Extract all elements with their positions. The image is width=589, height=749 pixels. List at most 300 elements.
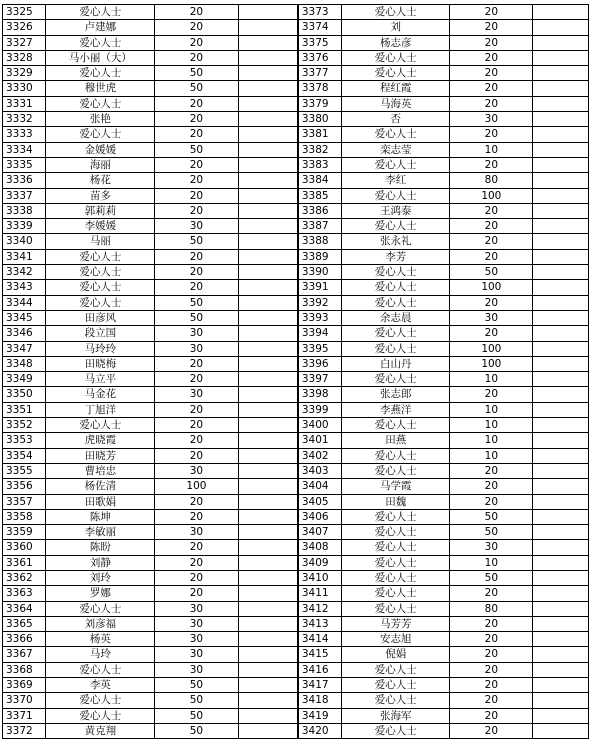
right-name-cell: 爱心人士	[342, 463, 450, 478]
right-amount-cell: 30	[450, 112, 533, 127]
right-serial-cell: 3386	[298, 203, 341, 218]
right-name-cell: 栾志莹	[342, 142, 450, 157]
right-name-cell: 安志旭	[342, 632, 450, 647]
right-note-cell	[533, 708, 589, 723]
right-amount-cell: 20	[450, 20, 533, 35]
table-row	[3, 525, 589, 540]
left-serial-cell: 3327	[3, 35, 46, 50]
left-amount-cell: 20	[155, 509, 238, 524]
left-serial-cell: 3344	[3, 295, 46, 310]
left-note-cell	[238, 433, 297, 448]
left-note-cell	[238, 540, 297, 555]
left-note-cell	[238, 601, 297, 616]
right-name-cell: 爱心人士	[342, 555, 450, 570]
left-amount-cell: 20	[155, 433, 238, 448]
right-serial-cell: 3409	[298, 555, 341, 570]
left-note-cell	[238, 35, 297, 50]
right-serial-cell: 3388	[298, 234, 341, 249]
left-note-cell	[238, 387, 297, 402]
right-name-cell: 爱心人士	[342, 265, 450, 280]
left-name-cell: 爱心人士	[46, 96, 155, 111]
left-note-cell	[238, 81, 297, 96]
table-row	[3, 433, 589, 448]
right-note-cell	[533, 586, 589, 601]
left-note-cell	[238, 20, 297, 35]
left-amount-cell: 20	[155, 540, 238, 555]
right-name-cell: 王鸿泰	[342, 203, 450, 218]
left-serial-cell: 3353	[3, 433, 46, 448]
left-name-cell: 李英	[46, 678, 155, 693]
left-name-cell: 爱心人士	[46, 418, 155, 433]
right-serial-cell: 3379	[298, 96, 341, 111]
table-row	[3, 127, 589, 142]
left-serial-cell: 3356	[3, 479, 46, 494]
left-amount-cell: 30	[155, 601, 238, 616]
left-serial-cell: 3366	[3, 632, 46, 647]
right-amount-cell: 50	[450, 525, 533, 540]
left-serial-cell: 3330	[3, 81, 46, 96]
left-name-cell: 陈坤	[46, 509, 155, 524]
right-note-cell	[533, 448, 589, 463]
left-amount-cell: 30	[155, 662, 238, 677]
left-note-cell	[238, 570, 297, 585]
left-note-cell	[238, 249, 297, 264]
left-amount-cell: 30	[155, 463, 238, 478]
right-name-cell: 爱心人士	[342, 341, 450, 356]
right-note-cell	[533, 678, 589, 693]
left-note-cell	[238, 50, 297, 65]
right-amount-cell: 30	[450, 540, 533, 555]
table-row	[3, 341, 589, 356]
left-note-cell	[238, 142, 297, 157]
left-note-cell	[238, 280, 297, 295]
right-name-cell: 马海英	[342, 96, 450, 111]
left-amount-cell: 50	[155, 81, 238, 96]
right-note-cell	[533, 723, 589, 738]
right-serial-cell: 3415	[298, 647, 341, 662]
right-amount-cell: 50	[450, 509, 533, 524]
left-serial-cell: 3360	[3, 540, 46, 555]
table-row	[3, 723, 589, 738]
left-serial-cell: 3343	[3, 280, 46, 295]
right-amount-cell: 10	[450, 402, 533, 417]
left-serial-cell: 3334	[3, 142, 46, 157]
left-name-cell: 穆世虎	[46, 81, 155, 96]
right-name-cell: 田燕	[342, 433, 450, 448]
left-serial-cell: 3336	[3, 173, 46, 188]
left-note-cell	[238, 402, 297, 417]
donation-sheet	[2, 4, 589, 739]
right-name-cell: 刘	[342, 20, 450, 35]
table-body	[3, 5, 589, 739]
left-note-cell	[238, 494, 297, 509]
table-row	[3, 387, 589, 402]
table-row	[3, 66, 589, 81]
left-amount-cell: 20	[155, 555, 238, 570]
table-row	[3, 555, 589, 570]
right-note-cell	[533, 372, 589, 387]
left-serial-cell: 3368	[3, 662, 46, 677]
left-amount-cell: 30	[155, 326, 238, 341]
right-name-cell: 白山丹	[342, 356, 450, 371]
left-amount-cell: 30	[155, 525, 238, 540]
right-note-cell	[533, 647, 589, 662]
right-note-cell	[533, 173, 589, 188]
left-amount-cell: 30	[155, 387, 238, 402]
table-row	[3, 219, 589, 234]
left-note-cell	[238, 234, 297, 249]
table-row	[3, 494, 589, 509]
left-serial-cell: 3329	[3, 66, 46, 81]
right-amount-cell: 20	[450, 50, 533, 65]
left-amount-cell: 20	[155, 157, 238, 172]
left-name-cell: 田彦风	[46, 310, 155, 325]
right-serial-cell: 3398	[298, 387, 341, 402]
left-note-cell	[238, 173, 297, 188]
right-amount-cell: 20	[450, 723, 533, 738]
right-note-cell	[533, 555, 589, 570]
right-name-cell: 爱心人士	[342, 157, 450, 172]
left-serial-cell: 3352	[3, 418, 46, 433]
left-name-cell: 杨英	[46, 632, 155, 647]
left-serial-cell: 3347	[3, 341, 46, 356]
right-serial-cell: 3390	[298, 265, 341, 280]
right-amount-cell: 20	[450, 127, 533, 142]
right-amount-cell: 20	[450, 586, 533, 601]
right-amount-cell: 80	[450, 601, 533, 616]
table-row	[3, 35, 589, 50]
right-name-cell: 马芳芳	[342, 616, 450, 631]
right-amount-cell: 20	[450, 35, 533, 50]
right-serial-cell: 3403	[298, 463, 341, 478]
right-note-cell	[533, 249, 589, 264]
right-note-cell	[533, 265, 589, 280]
right-name-cell: 爱心人士	[342, 326, 450, 341]
right-serial-cell: 3373	[298, 5, 341, 20]
left-name-cell: 张艳	[46, 112, 155, 127]
left-amount-cell: 50	[155, 295, 238, 310]
right-serial-cell: 3389	[298, 249, 341, 264]
table-row	[3, 601, 589, 616]
left-serial-cell: 3331	[3, 96, 46, 111]
left-note-cell	[238, 463, 297, 478]
left-name-cell: 爱心人士	[46, 280, 155, 295]
right-note-cell	[533, 463, 589, 478]
left-note-cell	[238, 586, 297, 601]
right-serial-cell: 3404	[298, 479, 341, 494]
right-serial-cell: 3402	[298, 448, 341, 463]
right-amount-cell: 10	[450, 433, 533, 448]
table-row	[3, 540, 589, 555]
right-serial-cell: 3412	[298, 601, 341, 616]
right-name-cell: 程红霞	[342, 81, 450, 96]
left-amount-cell: 20	[155, 570, 238, 585]
left-serial-cell: 3325	[3, 5, 46, 20]
left-amount-cell: 20	[155, 5, 238, 20]
table-row	[3, 356, 589, 371]
left-serial-cell: 3357	[3, 494, 46, 509]
right-serial-cell: 3382	[298, 142, 341, 157]
left-name-cell: 爱心人士	[46, 693, 155, 708]
left-serial-cell: 3355	[3, 463, 46, 478]
right-amount-cell: 20	[450, 662, 533, 677]
left-amount-cell: 30	[155, 647, 238, 662]
table-row	[3, 96, 589, 111]
right-amount-cell: 20	[450, 5, 533, 20]
left-amount-cell: 20	[155, 494, 238, 509]
right-amount-cell: 50	[450, 570, 533, 585]
right-note-cell	[533, 295, 589, 310]
right-note-cell	[533, 570, 589, 585]
table-row	[3, 173, 589, 188]
right-note-cell	[533, 387, 589, 402]
right-serial-cell: 3400	[298, 418, 341, 433]
table-row	[3, 188, 589, 203]
right-name-cell: 倪娟	[342, 647, 450, 662]
table-row	[3, 662, 589, 677]
left-serial-cell: 3354	[3, 448, 46, 463]
left-note-cell	[238, 265, 297, 280]
left-serial-cell: 3332	[3, 112, 46, 127]
table-row	[3, 203, 589, 218]
right-note-cell	[533, 280, 589, 295]
right-name-cell: 爱心人士	[342, 219, 450, 234]
left-amount-cell: 20	[155, 96, 238, 111]
left-note-cell	[238, 203, 297, 218]
left-serial-cell: 3358	[3, 509, 46, 524]
right-note-cell	[533, 5, 589, 20]
right-note-cell	[533, 326, 589, 341]
left-note-cell	[238, 647, 297, 662]
right-serial-cell: 3392	[298, 295, 341, 310]
left-amount-cell: 30	[155, 632, 238, 647]
left-name-cell: 段立国	[46, 326, 155, 341]
table-row	[3, 647, 589, 662]
right-serial-cell: 3411	[298, 586, 341, 601]
table-row	[3, 586, 589, 601]
left-serial-cell: 3341	[3, 249, 46, 264]
left-note-cell	[238, 678, 297, 693]
left-note-cell	[238, 295, 297, 310]
left-amount-cell: 50	[155, 310, 238, 325]
left-name-cell: 金媛媛	[46, 142, 155, 157]
right-note-cell	[533, 540, 589, 555]
right-amount-cell: 20	[450, 326, 533, 341]
right-name-cell: 张志郎	[342, 387, 450, 402]
right-serial-cell: 3387	[298, 219, 341, 234]
left-note-cell	[238, 5, 297, 20]
left-note-cell	[238, 127, 297, 142]
left-amount-cell: 50	[155, 693, 238, 708]
right-note-cell	[533, 616, 589, 631]
left-name-cell: 杨花	[46, 173, 155, 188]
table-row	[3, 632, 589, 647]
left-name-cell: 马金花	[46, 387, 155, 402]
left-name-cell: 爱心人士	[46, 295, 155, 310]
left-name-cell: 田晓梅	[46, 356, 155, 371]
right-amount-cell: 20	[450, 219, 533, 234]
left-name-cell: 李敏丽	[46, 525, 155, 540]
left-amount-cell: 20	[155, 265, 238, 280]
left-note-cell	[238, 662, 297, 677]
left-serial-cell: 3367	[3, 647, 46, 662]
right-name-cell: 爱心人士	[342, 586, 450, 601]
left-name-cell: 刘静	[46, 555, 155, 570]
left-name-cell: 爱心人士	[46, 662, 155, 677]
left-serial-cell: 3339	[3, 219, 46, 234]
left-name-cell: 刘彦福	[46, 616, 155, 631]
left-serial-cell: 3340	[3, 234, 46, 249]
left-note-cell	[238, 310, 297, 325]
left-note-cell	[238, 616, 297, 631]
left-note-cell	[238, 188, 297, 203]
left-amount-cell: 20	[155, 173, 238, 188]
left-amount-cell: 20	[155, 20, 238, 35]
left-name-cell: 陈盼	[46, 540, 155, 555]
right-note-cell	[533, 112, 589, 127]
right-note-cell	[533, 81, 589, 96]
right-amount-cell: 20	[450, 249, 533, 264]
left-serial-cell: 3335	[3, 157, 46, 172]
right-serial-cell: 3401	[298, 433, 341, 448]
right-serial-cell: 3391	[298, 280, 341, 295]
left-amount-cell: 20	[155, 448, 238, 463]
right-note-cell	[533, 418, 589, 433]
right-amount-cell: 20	[450, 678, 533, 693]
left-serial-cell: 3361	[3, 555, 46, 570]
right-serial-cell: 3394	[298, 326, 341, 341]
left-serial-cell: 3370	[3, 693, 46, 708]
left-note-cell	[238, 112, 297, 127]
table-row	[3, 81, 589, 96]
left-note-cell	[238, 157, 297, 172]
right-serial-cell: 3377	[298, 66, 341, 81]
table-row	[3, 418, 589, 433]
left-note-cell	[238, 479, 297, 494]
table-row	[3, 693, 589, 708]
left-serial-cell: 3345	[3, 310, 46, 325]
right-amount-cell: 100	[450, 280, 533, 295]
left-name-cell: 马玲	[46, 647, 155, 662]
left-amount-cell: 30	[155, 219, 238, 234]
table-row	[3, 20, 589, 35]
left-serial-cell: 3350	[3, 387, 46, 402]
right-amount-cell: 20	[450, 387, 533, 402]
right-note-cell	[533, 35, 589, 50]
right-name-cell: 爱心人士	[342, 5, 450, 20]
right-name-cell: 爱心人士	[342, 50, 450, 65]
right-serial-cell: 3396	[298, 356, 341, 371]
left-name-cell: 马小丽（大）	[46, 50, 155, 65]
right-name-cell: 爱心人士	[342, 601, 450, 616]
left-amount-cell: 20	[155, 127, 238, 142]
right-name-cell: 爱心人士	[342, 372, 450, 387]
left-note-cell	[238, 418, 297, 433]
right-serial-cell: 3380	[298, 112, 341, 127]
right-serial-cell: 3419	[298, 708, 341, 723]
left-serial-cell: 3349	[3, 372, 46, 387]
left-note-cell	[238, 723, 297, 738]
right-name-cell: 爱心人士	[342, 66, 450, 81]
right-note-cell	[533, 632, 589, 647]
left-note-cell	[238, 509, 297, 524]
table-row	[3, 570, 589, 585]
table-row	[3, 463, 589, 478]
right-name-cell: 爱心人士	[342, 662, 450, 677]
right-serial-cell: 3413	[298, 616, 341, 631]
right-serial-cell: 3374	[298, 20, 341, 35]
right-serial-cell: 3399	[298, 402, 341, 417]
left-amount-cell: 20	[155, 50, 238, 65]
right-note-cell	[533, 96, 589, 111]
right-amount-cell: 100	[450, 356, 533, 371]
left-amount-cell: 50	[155, 678, 238, 693]
left-serial-cell: 3342	[3, 265, 46, 280]
left-note-cell	[238, 448, 297, 463]
right-name-cell: 马学霞	[342, 479, 450, 494]
left-serial-cell: 3365	[3, 616, 46, 631]
right-name-cell: 张海军	[342, 708, 450, 723]
left-serial-cell: 3333	[3, 127, 46, 142]
left-amount-cell: 20	[155, 372, 238, 387]
left-amount-cell: 50	[155, 142, 238, 157]
right-amount-cell: 30	[450, 310, 533, 325]
right-amount-cell: 20	[450, 203, 533, 218]
left-note-cell	[238, 525, 297, 540]
right-note-cell	[533, 601, 589, 616]
right-serial-cell: 3395	[298, 341, 341, 356]
table-row	[3, 280, 589, 295]
right-serial-cell: 3416	[298, 662, 341, 677]
right-name-cell: 爱心人士	[342, 188, 450, 203]
table-row	[3, 509, 589, 524]
left-name-cell: 爱心人士	[46, 601, 155, 616]
left-note-cell	[238, 372, 297, 387]
right-note-cell	[533, 662, 589, 677]
right-note-cell	[533, 494, 589, 509]
right-note-cell	[533, 525, 589, 540]
table-row	[3, 295, 589, 310]
right-serial-cell: 3375	[298, 35, 341, 50]
left-amount-cell: 100	[155, 479, 238, 494]
right-name-cell: 爱心人士	[342, 570, 450, 585]
right-amount-cell: 20	[450, 157, 533, 172]
right-amount-cell: 10	[450, 555, 533, 570]
left-name-cell: 丁旭洋	[46, 402, 155, 417]
table-row	[3, 678, 589, 693]
right-note-cell	[533, 157, 589, 172]
table-row	[3, 372, 589, 387]
right-amount-cell: 20	[450, 494, 533, 509]
table-row	[3, 616, 589, 631]
right-amount-cell: 10	[450, 372, 533, 387]
right-name-cell: 李红	[342, 173, 450, 188]
right-amount-cell: 100	[450, 341, 533, 356]
right-note-cell	[533, 479, 589, 494]
left-amount-cell: 20	[155, 402, 238, 417]
right-name-cell: 李芳	[342, 249, 450, 264]
left-name-cell: 罗娜	[46, 586, 155, 601]
right-amount-cell: 10	[450, 418, 533, 433]
left-serial-cell: 3337	[3, 188, 46, 203]
donation-table	[2, 4, 589, 739]
left-serial-cell: 3346	[3, 326, 46, 341]
table-row	[3, 708, 589, 723]
right-name-cell: 爱心人士	[342, 280, 450, 295]
right-serial-cell: 3393	[298, 310, 341, 325]
table-row	[3, 249, 589, 264]
left-name-cell: 爱心人士	[46, 127, 155, 142]
